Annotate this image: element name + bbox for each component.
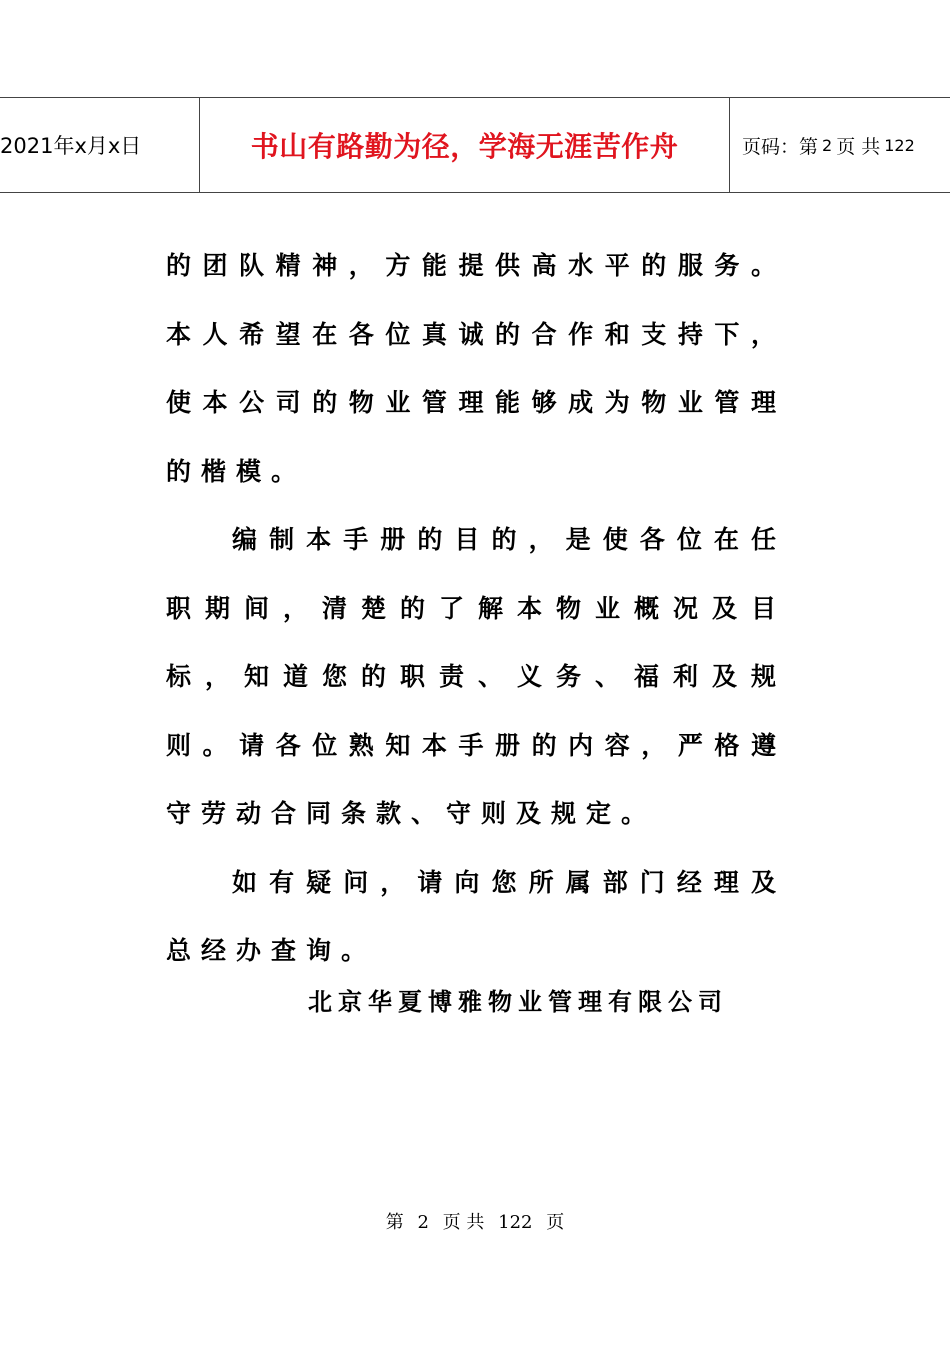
header-page-prefix: 页码：第 [742,135,819,158]
header-page-mid: 页 共 [836,135,881,158]
footer-page-total: 122 [498,1212,533,1233]
header-page-number [730,98,950,192]
body-paragraph: 编制本手册的目的，是使各位在任职期间，清楚的了解本物业概况及目标，知道您的职责、义务、福利及规则。请各位熟知本手册的内容，严格遵守劳动合同条款、守则及规定。 [166,525,786,828]
page-footer [0,1208,950,1234]
footer-page-current: 2 [417,1212,429,1233]
footer-label-page: 第 [385,1212,404,1233]
body-paragraph: 如有疑问，请向您所属部门经理及总经办查询。 [166,867,786,965]
body-paragraph: 的团队精神，方能提供高水平的服务。本人希望在各位真诚的合作和支持下，使本公司的物业管理能够成为物业管理的楷模。 [166,251,786,486]
page-header [0,97,950,193]
footer-label-end: 页 [546,1212,565,1233]
document-body [166,232,786,986]
header-page-total: 122 [884,135,915,155]
company-signature: 北京华夏博雅物业管理有限公司 [308,987,728,1016]
footer-label-of: 页 共 [442,1212,485,1233]
header-motto: 书山有路勤为径，学海无涯苦作舟 [200,98,730,192]
header-date: 2021年x月x日 [0,98,200,192]
header-page-current: 2 [822,135,833,155]
